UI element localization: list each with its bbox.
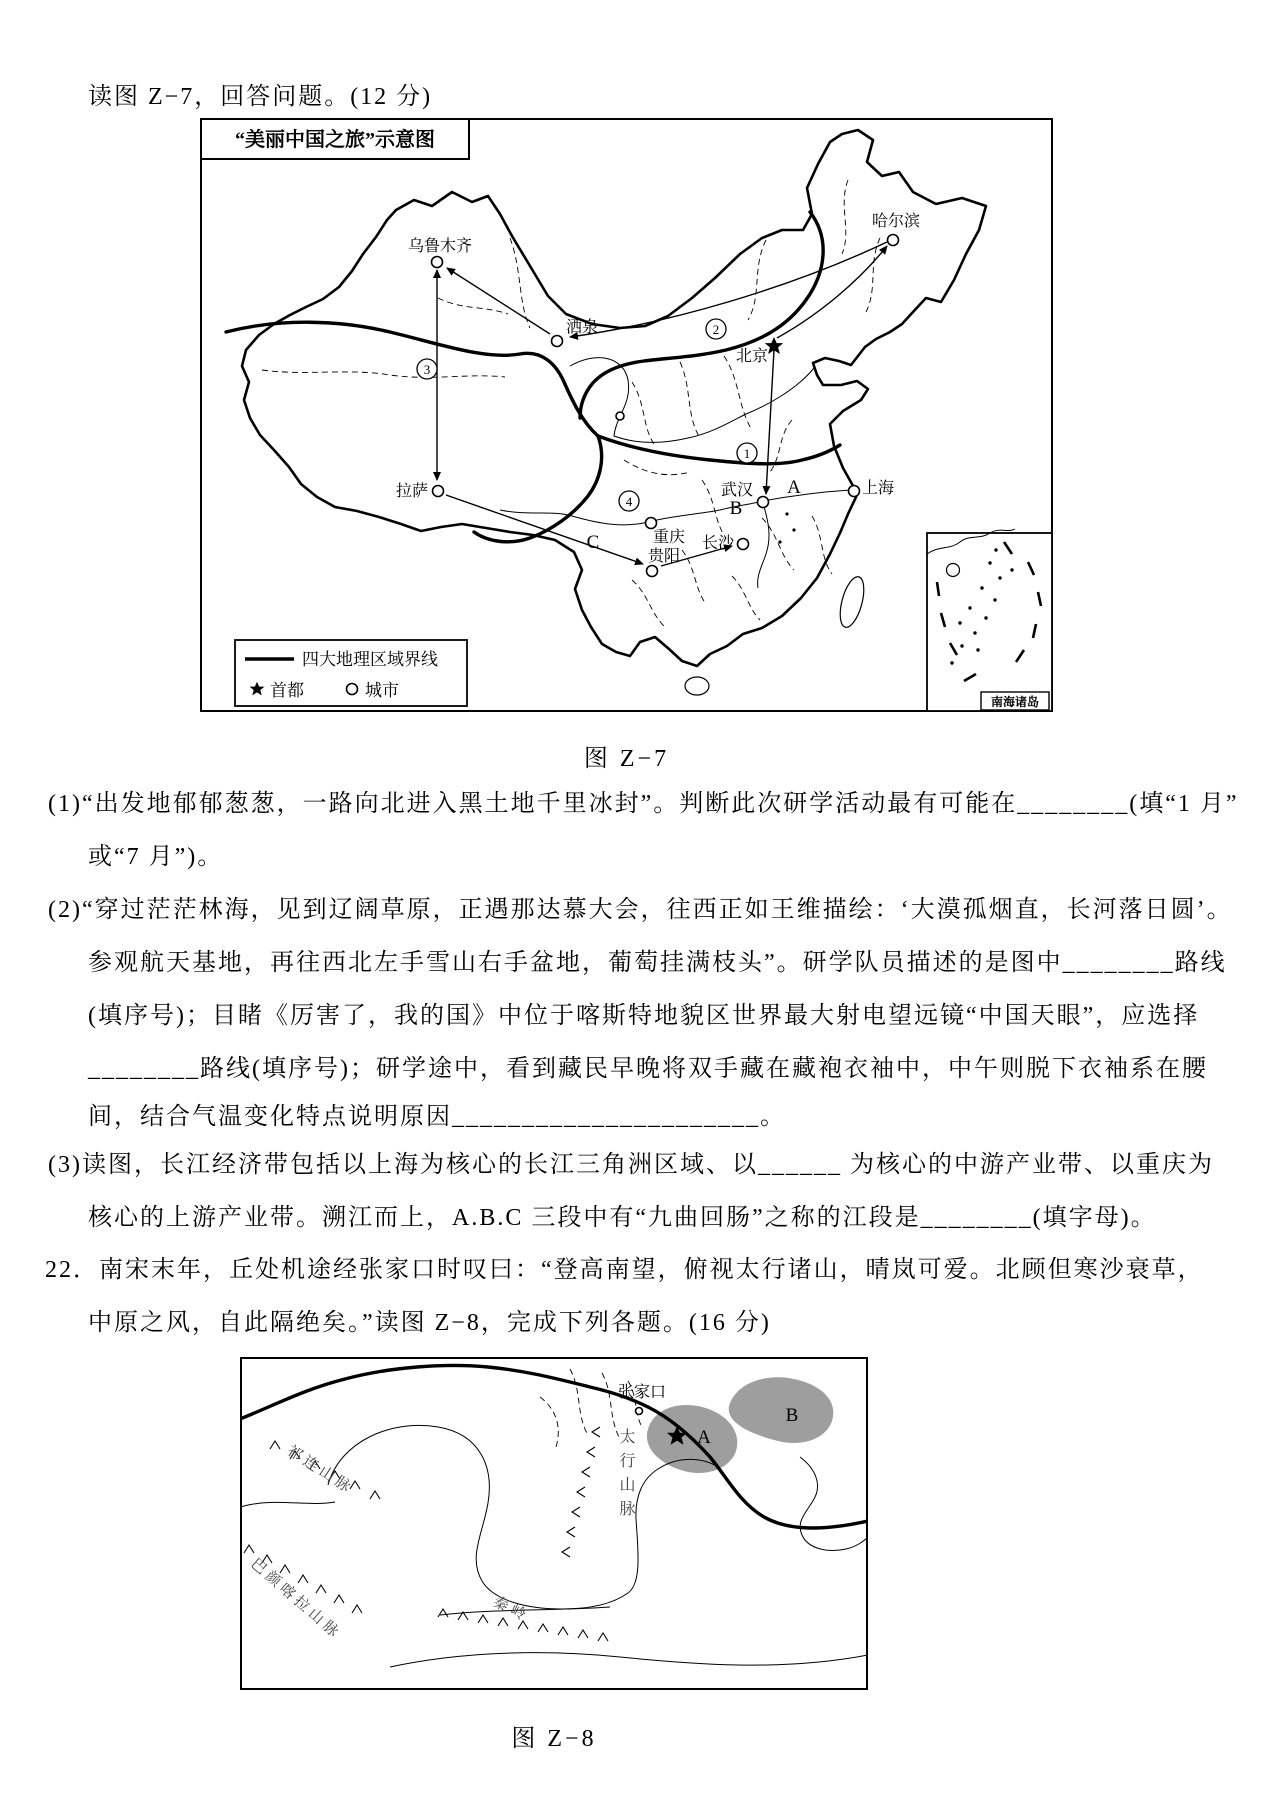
segment-letter-a: A [787, 477, 801, 498]
question-3-line-1: (3)读图，长江经济带包括以上海为核心的长江三角洲区域、以______ 为核心的中游产业带、以重庆为 [48, 1152, 1214, 1178]
inset-label: 南海诸岛 [990, 695, 1040, 709]
qinling-label: 秦岭 [490, 1594, 532, 1626]
province-borders [262, 180, 880, 626]
route-number-3: 3 [423, 362, 431, 377]
figure-z8-caption: 图 Z−8 [511, 1726, 597, 1752]
city-marker-wuhan [758, 497, 769, 508]
region-letter-b: B [785, 1405, 799, 1426]
question-1-line-1: (1)“出发地郁郁葱葱，一路向北进入黑土地千里冰封”。判断此次研学活动最有可能在________(填“1 月” [48, 791, 1239, 817]
figure-z8-map [240, 1357, 868, 1690]
question-2-line-1: (2)“穿过茫茫林海，见到辽阔草原，正遇那达慕大会，往西正如王维描绘：‘大漠孤烟直，长河落日圆’。 [48, 897, 1233, 923]
question-3-line-2: 核心的上游产业带。溯江而上，A.B.C 三段中有“九曲回肠”之称的江段是________(填字母)。 [88, 1205, 1157, 1231]
city-marker-unlabeled [616, 412, 624, 420]
question-2-line-2: 参观航天基地，再往西北左手雪山右手盆地，葡萄挂满枝头”。研学队员描述的是图中________路线 [88, 950, 1227, 976]
route-line-1 [766, 350, 774, 494]
question-2-line-4: ________路线(填序号)；研学途中，看到藏民早晚将双手藏在藏袍衣袖中，中午则脱下衣袖系在腰 [88, 1056, 1208, 1082]
hainan-island [685, 677, 709, 695]
coastal-islets [778, 512, 795, 543]
city-marker-changsha [738, 539, 749, 550]
taihang-mountains-label: 太行山脉 [617, 1428, 634, 1524]
map-title: “美丽中国之旅”示意图 [235, 129, 435, 151]
city-label-urumqi: 乌鲁木齐 [407, 238, 473, 255]
city-label-guiyang: 贵阳 [647, 548, 681, 565]
route-number-1: 1 [743, 446, 751, 461]
bayankala-mountains-label: 巴颜喀拉山脉 [247, 1555, 344, 1643]
city-marker-harbin [888, 235, 899, 246]
city-labels [396, 212, 920, 565]
city-label-chongqing: 重庆 [652, 529, 686, 546]
city-label-jiuquan: 洒泉 [565, 319, 599, 336]
china-outline [242, 130, 986, 666]
question-22-line-1: 22．南宋末年，丘处机途经张家口时叹曰：“登高南望，俯视太行诸山，晴岚可爱。北顾但寒沙衰草， [45, 1257, 1204, 1283]
city-marker-lhasa [433, 486, 444, 497]
taihang-ridge [562, 1427, 600, 1557]
segment-letter-b: B [729, 498, 743, 519]
route-numbers [417, 319, 757, 511]
region-letter-a: A [697, 1427, 711, 1448]
city-marker-urumqi [432, 257, 443, 268]
city-label-beijing: 北京 [735, 348, 769, 365]
city-label-harbin: 哈尔滨 [871, 213, 921, 230]
figure-z7-caption: 图 Z−7 [583, 746, 670, 772]
taiwan-island [836, 574, 869, 629]
intro-line: 读图 Z−7，回答问题。(12 分) [88, 84, 433, 110]
city-markers [432, 235, 899, 577]
region-b-shaded [729, 1377, 834, 1443]
legend-capital-label: 首都 [270, 681, 304, 700]
legend-box [235, 640, 467, 706]
map-frame [201, 119, 1052, 711]
city-marker-shanghai [849, 486, 860, 497]
question-22-line-2: 中原之风，自此隔绝矣。”读图 Z−8，完成下列各题。(16 分) [88, 1310, 771, 1336]
legend-city-label: 城市 [365, 681, 399, 700]
south-china-sea-inset [927, 529, 1052, 711]
figure-z7-map [200, 118, 1053, 712]
city-label-zhangjiakou: 张家口 [617, 1384, 667, 1401]
route-line-2-harbin-jiuquan [570, 242, 887, 337]
city-marker-guiyang [647, 566, 658, 577]
legend-boundary-label: 四大地理区域界线 [302, 650, 438, 669]
legend-city-circle-icon [347, 684, 358, 695]
city-marker-chongqing [646, 518, 657, 529]
route-line-4-lhasa-guiyang [446, 495, 643, 564]
route-number-4: 4 [625, 494, 633, 509]
city-label-changsha: 长沙 [701, 535, 735, 552]
city-marker-jiuquan [552, 336, 563, 347]
question-1-line-2: 或“7 月”)。 [88, 844, 224, 870]
route-line-2-jiuquan-urumqi [447, 268, 550, 334]
question-2-line-3: (填序号)；目睹《厉害了，我的国》中位于喀斯特地貌区世界最大射电望远镜“中国天眼”，应选择 [88, 1003, 1200, 1029]
city-label-wuhan: 武汉 [720, 482, 754, 499]
question-2-line-5: 间，结合气温变化特点说明原因______________________。 [88, 1104, 786, 1130]
segment-letter-c: C [586, 532, 600, 553]
city-label-shanghai: 上海 [861, 480, 895, 497]
route-number-2: 2 [712, 322, 720, 337]
city-label-lhasa: 拉萨 [395, 483, 429, 500]
qilian-mountains-label: 祁连山脉 [283, 1442, 357, 1498]
map-title-box [201, 119, 469, 159]
city-marker-zhangjiakou [636, 1408, 643, 1415]
travel-routes [437, 242, 887, 566]
route-line-2-beijing-harbin [777, 246, 887, 338]
